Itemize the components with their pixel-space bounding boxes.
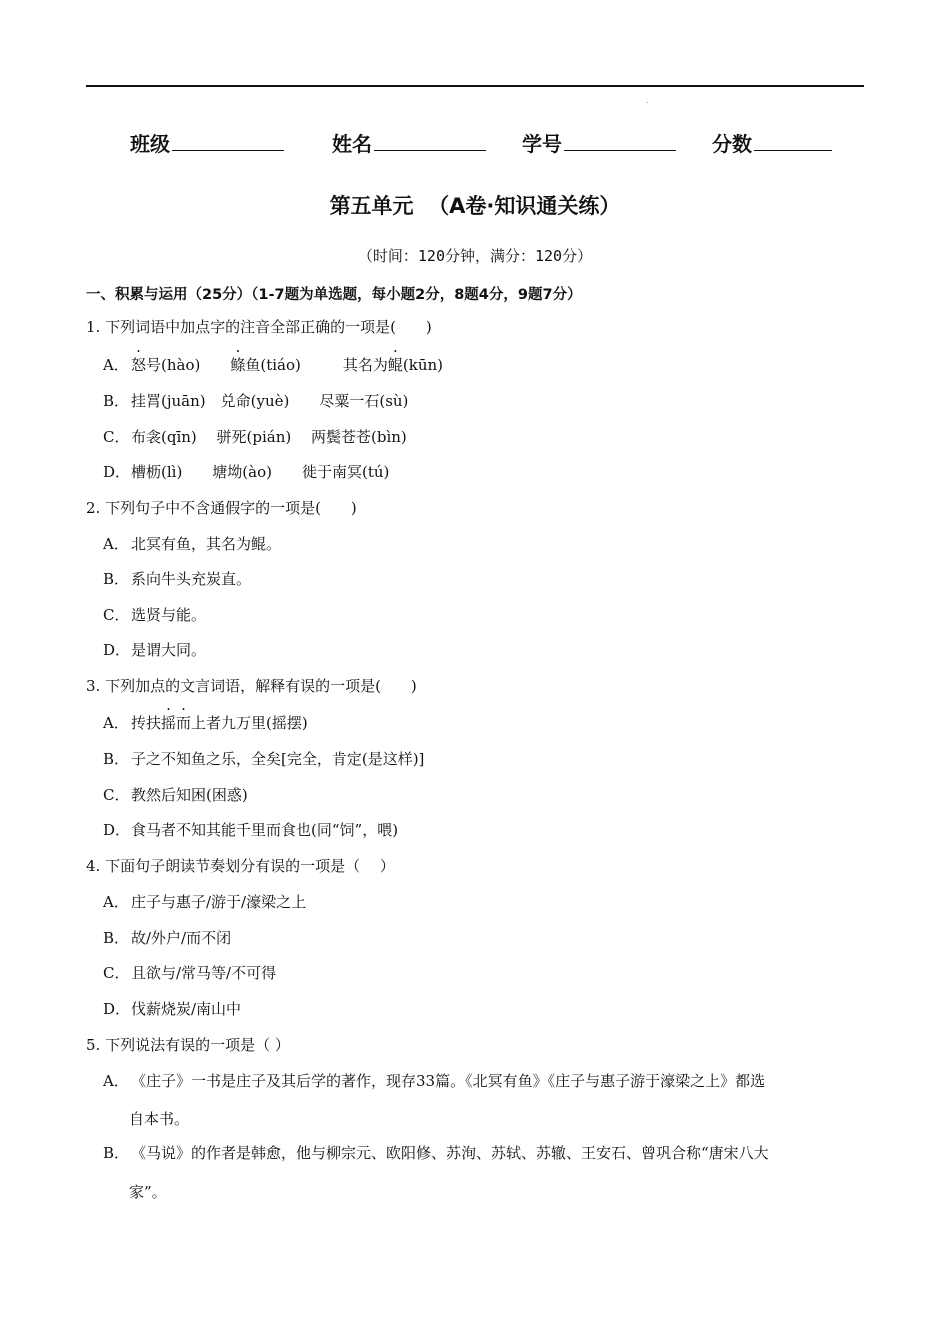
q3-c-label: C． (103, 786, 130, 804)
class-label: 班级 (130, 132, 170, 156)
header-mark: . (646, 96, 649, 105)
q3-stem: 3. 下列加点的文言词语，解释有误的一项是( ) (86, 677, 417, 695)
header-rule (86, 85, 864, 87)
name-blank[interactable] (374, 130, 486, 151)
q3-b-label: B． (103, 750, 130, 768)
q1-a-word-2: 鱼(tiáo) (245, 356, 301, 374)
q1-a-label: A． (103, 356, 129, 374)
q3-d-label: D． (103, 821, 131, 839)
q1-option-b[interactable] (103, 390, 408, 411)
q3-a-dotted-2: 而 (176, 714, 192, 732)
q4-option-c[interactable] (103, 962, 276, 983)
q5-b-line1: 《马说》的作者是韩愈，他与柳宗元、欧阳修、苏洵、苏轼、苏辙、王安石、曾巩合称“唐宋八大 (131, 1144, 769, 1162)
time-info: （时间：120分钟，满分：120分） (357, 247, 593, 265)
q1-b-text: 挂罥(juān) 兑命(yuè) 尽粟一石(sù) (131, 392, 409, 410)
q1-c-label: C． (103, 428, 130, 446)
q2-d-text: 是谓大同。 (131, 641, 207, 659)
q3-option-a[interactable] (103, 712, 308, 733)
q3-b-text: 子之不知鱼之乐，全矣[完全，肯定(是这样)] (131, 750, 425, 768)
q1-a-word-1: 号(hào) (146, 356, 201, 374)
q4-b-label: B． (103, 929, 130, 947)
score-blank[interactable] (754, 130, 832, 151)
q1-a-dotted-1: 怒 (131, 356, 147, 374)
q3-option-c[interactable] (103, 784, 248, 805)
score-label: 分数 (712, 132, 752, 156)
score-field (712, 128, 832, 157)
q3-d-text: 食马者不知其能千里而食也(同“饲”，喂) (131, 821, 399, 839)
q5-b-label: B． (103, 1144, 130, 1162)
q5-option-b[interactable] (103, 1142, 769, 1163)
q2-option-d[interactable] (103, 639, 206, 660)
q2-a-text: 北冥有鱼，其名为鲲。 (131, 535, 282, 553)
q5-stem: 5. 下列说法有误的一项是（ ） (86, 1036, 290, 1054)
q1-option-d[interactable] (103, 461, 389, 482)
q4-c-label: C． (103, 964, 130, 982)
q1-option-c[interactable] (103, 426, 407, 447)
q4-stem: 4. 下面句子朗读节奏划分有误的一项是（ ） (86, 857, 395, 875)
q4-c-text: 且欲与/常马等/不可得 (131, 964, 277, 982)
q3-c-text: 教然后知困(困惑) (131, 786, 248, 804)
q2-b-label: B． (103, 570, 130, 588)
q1-a-dotted-3: 鲲 (387, 356, 403, 374)
q1-a-word-3-reading: (kūn) (402, 356, 444, 374)
q2-stem: 2. 下列句子中不含通假字的一项是( ) (86, 499, 357, 517)
q5-b-line2: 家”。 (129, 1183, 167, 1201)
q4-d-text: 伐薪烧炭/南山中 (131, 1000, 242, 1018)
q1-a-word-3: 其名为 (342, 356, 388, 374)
q3-a-post: 上者九万里(摇摆) (191, 714, 308, 732)
q2-a-label: A． (103, 535, 129, 553)
q5-a-line2: 自本书。 (129, 1110, 190, 1128)
q5-option-a[interactable] (103, 1070, 765, 1091)
q3-a-pre: 抟扶 (131, 714, 162, 732)
student-info-row (0, 128, 950, 158)
q4-option-d[interactable] (103, 998, 241, 1019)
q2-d-label: D． (103, 641, 131, 659)
section-heading: 一、积累与运用（25分）（1-7题为单选题，每小题2分，8题4分，9题7分） (86, 287, 582, 303)
q4-option-b[interactable] (103, 927, 231, 948)
name-label: 姓名 (332, 132, 372, 156)
q4-a-label: A． (103, 893, 129, 911)
q1-b-label: B． (103, 392, 130, 410)
student-id-blank[interactable] (564, 130, 676, 151)
q2-c-text: 选贤与能。 (131, 606, 207, 624)
q1-d-text: 槽枥(lì) 塘坳(ào) 徙于南冥(tú) (131, 463, 390, 481)
q3-option-d[interactable] (103, 819, 398, 840)
q5-a-line1: 《庄子》一书是庄子及其后学的著作，现存33篇。《北冥有鱼》《庄子与惠子游于濠梁之上》都选 (131, 1072, 766, 1090)
q5-a-label: A． (103, 1072, 129, 1090)
q2-option-b[interactable] (103, 568, 251, 589)
unit-title: 第五单元 （A卷·知识通关练） (329, 194, 621, 218)
q4-option-a[interactable] (103, 891, 306, 912)
student-id-label: 学号 (522, 132, 562, 156)
student-id-field (522, 128, 676, 157)
q3-option-b[interactable] (103, 748, 424, 769)
class-field (130, 128, 284, 157)
q1-a-dotted-2: 鲦 (230, 356, 246, 374)
q2-c-label: C． (103, 606, 130, 624)
class-blank[interactable] (172, 130, 284, 151)
q1-c-text: 布衾(qīn) 骈死(pián) 两鬓苍苍(bìn) (131, 428, 407, 446)
q4-a-text: 庄子与惠子/游于/濠梁之上 (131, 893, 307, 911)
q2-b-text: 系向牛头充炭直。 (131, 570, 252, 588)
q1-stem: 1. 下列词语中加点字的注音全部正确的一项是( ) (86, 318, 432, 336)
q1-d-label: D． (103, 463, 131, 481)
q2-option-c[interactable] (103, 604, 206, 625)
q4-b-text: 故/外户/而不闭 (131, 929, 232, 947)
q3-a-label: A． (103, 714, 129, 732)
q3-a-dotted-1: 摇 (161, 714, 177, 732)
name-field (332, 128, 486, 157)
q2-option-a[interactable] (103, 533, 281, 554)
q4-d-label: D． (103, 1000, 131, 1018)
q1-option-a[interactable] (103, 354, 443, 375)
